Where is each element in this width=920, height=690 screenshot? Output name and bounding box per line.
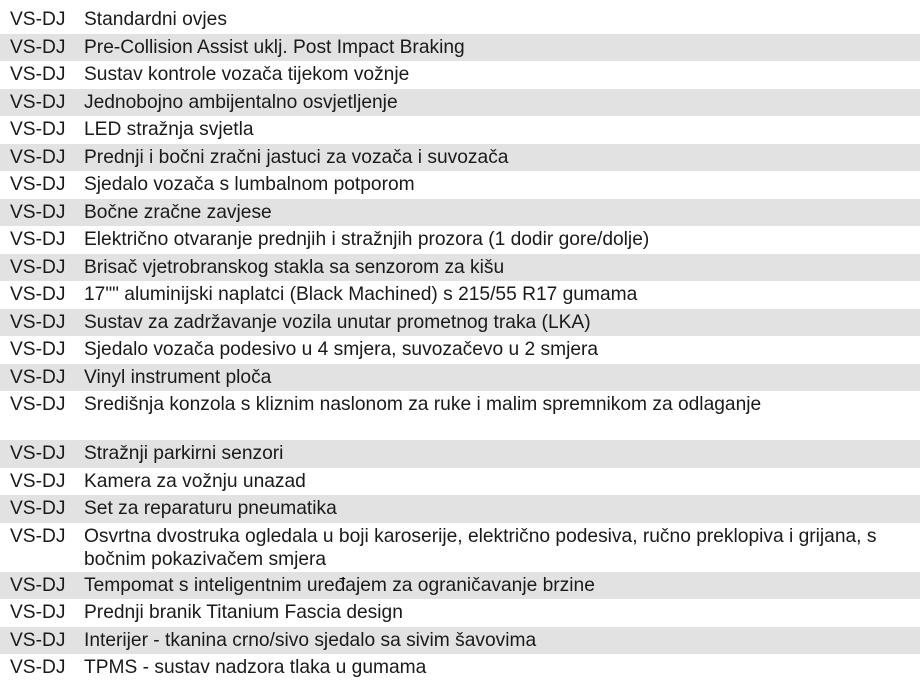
list-item	[0, 495, 920, 523]
item-description: Prednji i bočni zračni jastuci za vozača i suvozača	[84, 146, 509, 168]
item-description: Sjedalo vozača s lumbalnom potporom	[84, 174, 415, 195]
item-description: Sustav kontrole vozača tijekom vožnje	[84, 64, 410, 85]
list-item	[0, 523, 920, 572]
item-description: Električno otvaranje prednjih i stražnjih prozora (1 dodir gore/dolje)	[84, 229, 650, 250]
item-description: Tempomat s inteligentnim uređajem za ograničavanje brzine	[84, 574, 595, 596]
item-description: Interijer - tkanina crno/sivo sjedalo sa sivim šavovima	[84, 629, 537, 651]
item-code: VS-DJ	[10, 146, 66, 168]
list-item	[0, 336, 920, 364]
item-code: VS-DJ	[10, 629, 66, 651]
list-item	[0, 89, 920, 117]
list-item	[0, 6, 920, 34]
item-description: LED stražnja svjetla	[84, 119, 254, 140]
list-item	[0, 144, 920, 172]
item-code: VS-DJ	[10, 498, 66, 519]
list-item	[0, 281, 920, 309]
list-item	[0, 226, 920, 254]
item-code: VS-DJ	[10, 574, 66, 596]
item-description: Vinyl instrument ploča	[84, 366, 272, 388]
item-description: Sjedalo vozača podesivo u 4 smjera, suvozačevo u 2 smjera	[84, 339, 599, 360]
item-description: Stražnji parkirni senzori	[84, 443, 284, 464]
list-item	[0, 34, 920, 62]
list-item	[0, 440, 920, 468]
item-code: VS-DJ	[10, 91, 66, 113]
list-item	[0, 572, 920, 600]
item-code: VS-DJ	[10, 256, 66, 278]
item-code: VS-DJ	[10, 119, 66, 140]
item-code: VS-DJ	[10, 602, 66, 623]
list-item	[0, 599, 920, 627]
item-description: Pre-Collision Assist uklj. Post Impact Braking	[84, 36, 465, 58]
item-code: VS-DJ	[10, 9, 66, 30]
item-code: VS-DJ	[10, 366, 66, 388]
item-code: VS-DJ	[10, 284, 66, 305]
list-item	[0, 627, 920, 655]
item-description: Središnja konzola s kliznim naslonom za ruke i malim spremnikom za odlaganje	[84, 394, 762, 415]
list-item	[0, 116, 920, 144]
item-code: VS-DJ	[10, 394, 66, 415]
list-item	[0, 171, 920, 199]
item-code: VS-DJ	[10, 311, 66, 333]
list-item	[0, 654, 920, 682]
item-code: VS-DJ	[10, 657, 66, 678]
item-description: Standardni ovjes	[84, 9, 227, 30]
item-description: Bočne zračne zavjese	[84, 201, 272, 223]
item-description: Osvrtna dvostruka ogledala u boji karoserije, električno podesiva, ručno preklopiva i grijana, s bočnim pokazivačem smjera	[84, 525, 877, 570]
item-code: VS-DJ	[10, 36, 66, 58]
list-item	[0, 254, 920, 282]
item-description: Prednji branik Titanium Fascia design	[84, 602, 403, 623]
item-description: Brisač vjetrobranskog stakla sa senzorom za kišu	[84, 256, 505, 278]
item-description: Sustav za zadržavanje vozila unutar prometnog traka (LKA)	[84, 311, 591, 333]
item-description: Jednobojno ambijentalno osvjetljenje	[84, 91, 398, 113]
list-item	[0, 199, 920, 227]
item-code: VS-DJ	[10, 525, 66, 547]
item-code: VS-DJ	[10, 201, 66, 223]
item-description: 17"" aluminijski naplatci (Black Machined) s 215/55 R17 gumama	[84, 284, 638, 305]
item-description: TPMS - sustav nadzora tlaka u gumama	[84, 657, 427, 678]
item-code: VS-DJ	[10, 229, 66, 250]
item-description: Kamera za vožnju unazad	[84, 470, 306, 492]
list-item	[0, 391, 920, 440]
list-item	[0, 468, 920, 496]
item-code: VS-DJ	[10, 339, 66, 360]
item-code: VS-DJ	[10, 64, 66, 85]
list-item	[0, 309, 920, 337]
item-description: Set za reparaturu pneumatika	[84, 498, 337, 519]
list-item	[0, 61, 920, 89]
item-code: VS-DJ	[10, 174, 66, 195]
item-code: VS-DJ	[10, 443, 66, 464]
list-item	[0, 364, 920, 392]
item-code: VS-DJ	[10, 470, 66, 492]
